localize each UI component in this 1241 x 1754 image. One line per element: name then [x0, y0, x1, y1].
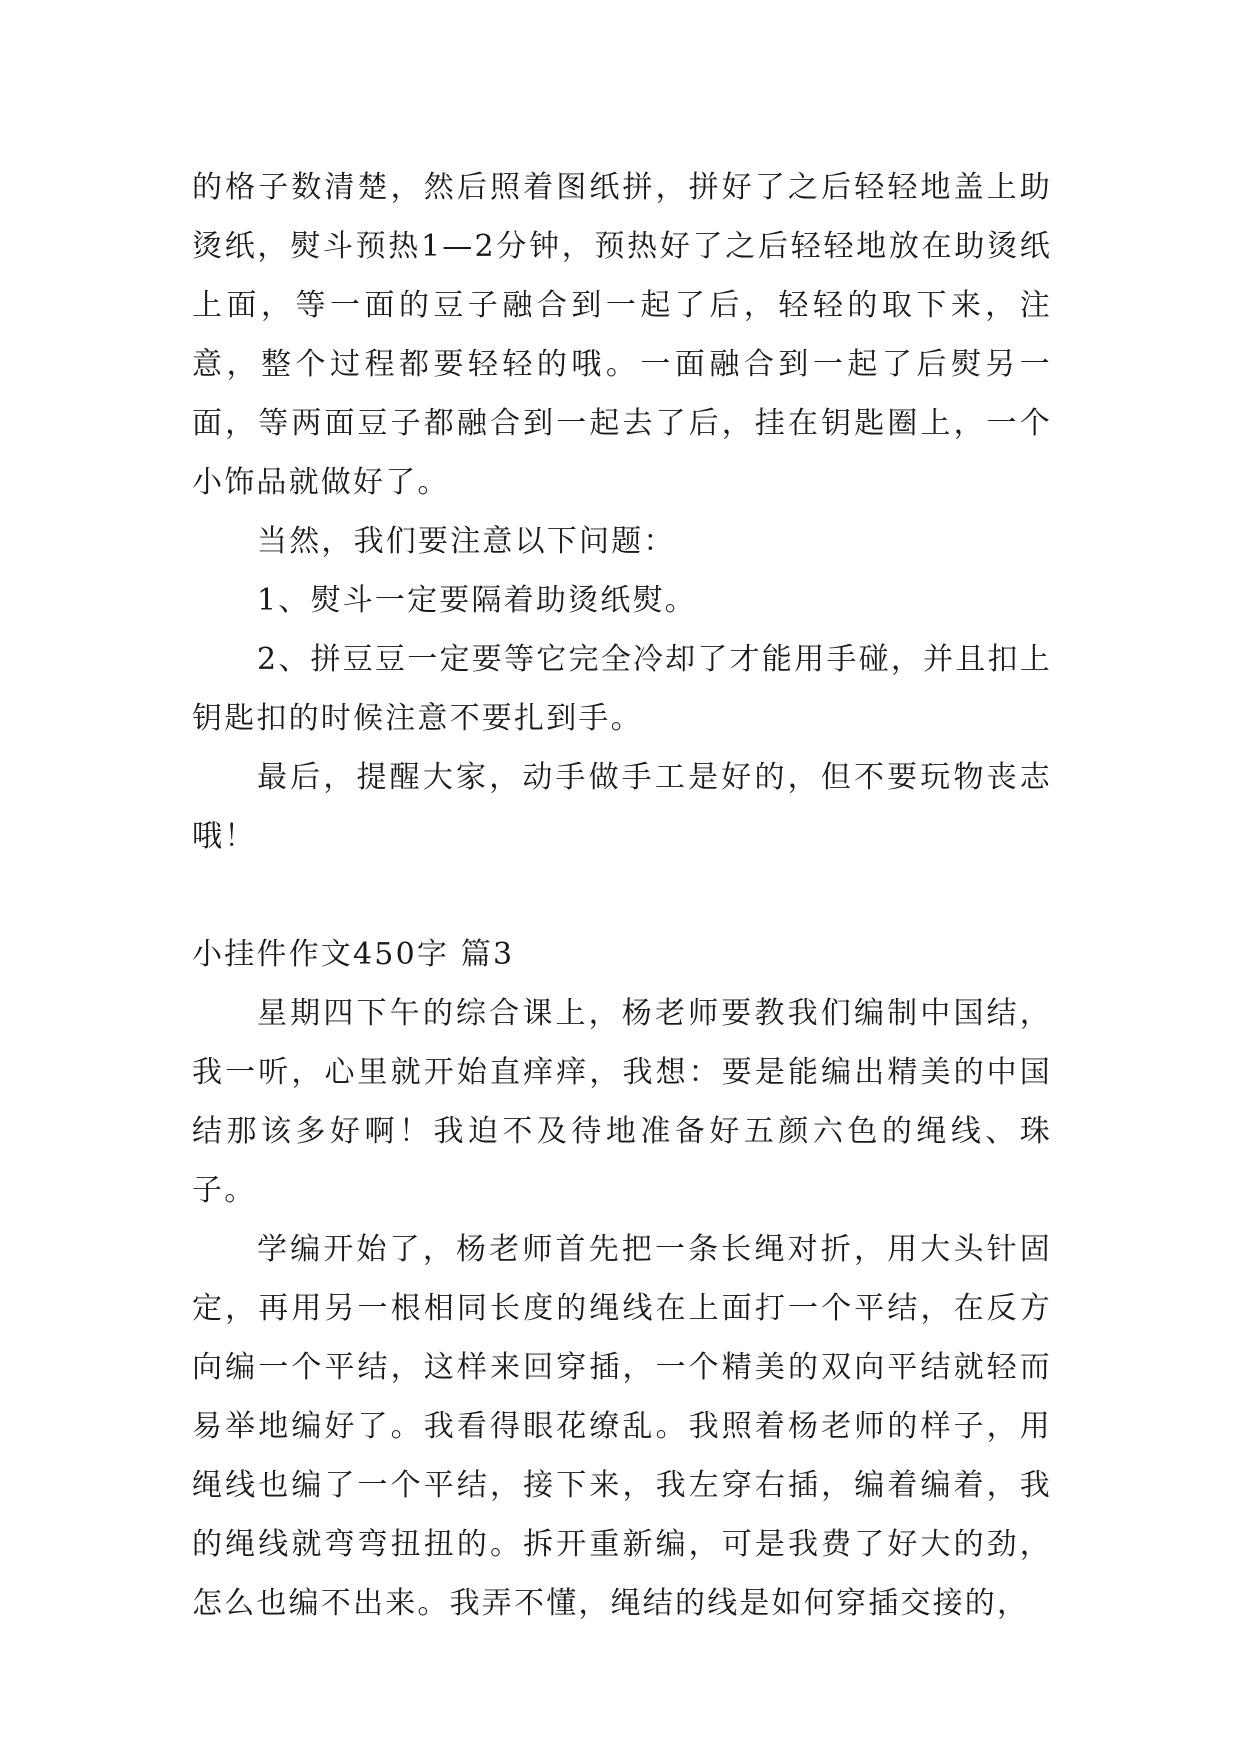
section-heading: 小挂件作文450字 篇3 [192, 937, 515, 972]
paragraph-continuation: 的格子数清楚，然后照着图纸拼，拼好了之后轻轻地盖上助烫纸，熨斗预热1—2分钟，预热好了之后轻轻地放在助烫纸上面，等一面的豆子融合到一起了后，轻轻的取下来，注意，整个过程都要轻轻的哦。一面融合到一起了后熨另一面，等两面豆子都融合到一起去了后，挂在钥匙圈上，一个小饰品就做好了。 [192, 170, 1052, 500]
paragraph-closing: 最后，提醒大家，动手做手工是好的，但不要玩物丧志哦！ [192, 760, 1052, 854]
paragraph-notice-intro: 当然，我们要注意以下问题： [257, 524, 676, 559]
paragraph-notice-1: 1、熨斗一定要隔着助烫纸熨。 [257, 583, 697, 618]
document-body [192, 158, 1052, 1633]
paragraph-section3-1: 星期四下午的综合课上，杨老师要教我们编制中国结，我一听，心里就开始直痒痒，我想：要是能编出精美的中国结那该多好啊！我迫不及待地准备好五颜六色的绳线、珠子。 [192, 996, 1052, 1208]
paragraph-notice-2: 2、拼豆豆一定要等它完全冷却了才能用手碰，并且扣上钥匙扣的时候注意不要扎到手。 [192, 642, 1052, 736]
section-spacer [192, 866, 1052, 925]
paragraph-section3-2: 学编开始了，杨老师首先把一条长绳对折，用大头针固定，再用另一根相同长度的绳线在上面打一个平结，在反方向编一个平结，这样来回穿插，一个精美的双向平结就轻而易举地编好了。我看得眼花缭乱。我照着杨老师的样子，用绳线也编了一个平结，接下来，我左穿右插，编着编着，我的绳线就弯弯扭扭的。拆开重新编，可是我费了好大的劲，怎么也编不出来。我弄不懂，绳结的线是如何穿插交接的， [192, 1232, 1052, 1621]
